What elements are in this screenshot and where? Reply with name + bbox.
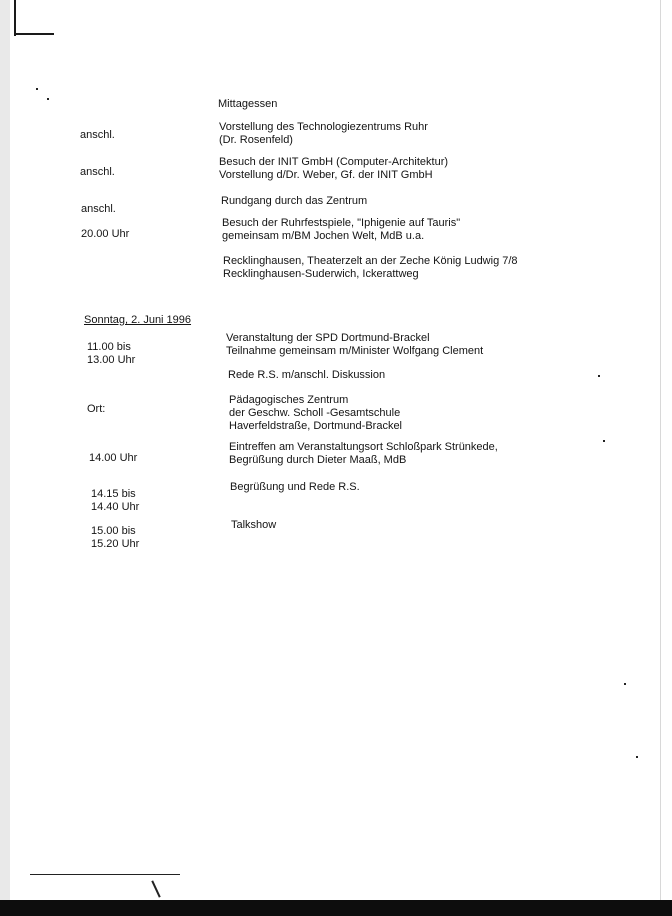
init-presentation: Vorstellung d/Dr. Weber, Gf. der INIT GmbH [219, 169, 433, 181]
scan-speck [636, 756, 638, 758]
tour-entry: Rundgang durch das Zentrum [221, 195, 368, 207]
tech-time-label: anschl. [80, 129, 115, 141]
time-slot-1 [87, 341, 135, 367]
scan-mark-vertical [14, 0, 16, 36]
festival-title: Besuch der Ruhrfestspiele, "Iphigenie auf Tauris" [222, 217, 461, 229]
spd-event-title: Veranstaltung der SPD Dortmund-Brackel [226, 332, 430, 344]
init-time-label: anschl. [80, 166, 115, 178]
talkshow-entry: Talkshow [231, 519, 277, 531]
speech-entry: Rede R.S. m/anschl. Diskussion [228, 369, 386, 381]
time-slot-4 [91, 525, 139, 551]
sunday-heading: Sonntag, 2. Juni 1996 [84, 314, 192, 326]
scan-mark-horizontal [30, 874, 180, 875]
location-label: Ort: [87, 403, 106, 415]
lunch-entry: Mittagessen [218, 98, 278, 110]
init-visit: Besuch der INIT GmbH (Computer-Architektur) [219, 156, 449, 168]
scan-edge-left [0, 0, 10, 916]
time-slot-4-to: 15.20 Uhr [91, 538, 140, 550]
festival-entry [222, 217, 460, 243]
scan-speck [624, 683, 626, 685]
arrival-entry [229, 441, 498, 467]
evening-time: 20.00 Uhr [81, 228, 130, 240]
tech-person: (Dr. Rosenfeld) [219, 134, 293, 146]
location-line-2: der Geschw. Scholl -Gesamtschule [229, 407, 401, 419]
scan-speck [47, 98, 49, 100]
arrival-line-2: Begrüßung durch Dieter Maaß, MdB [229, 454, 407, 466]
time-slot-3 [91, 488, 139, 514]
location-entry [229, 394, 402, 433]
tech-entry [219, 121, 428, 147]
init-entry [219, 156, 448, 182]
time-slot-3-from: 14.15 bis [91, 488, 136, 500]
location-line-3: Haverfeldstraße, Dortmund-Brackel [229, 420, 403, 432]
spd-event-entry [226, 332, 483, 358]
scan-speck [36, 88, 38, 90]
scan-mark-corner [14, 33, 54, 35]
tour-time-label: anschl. [81, 203, 116, 215]
scan-edge-bottom [0, 900, 672, 916]
time-slot-1-to: 13.00 Uhr [87, 354, 136, 366]
time-slot-2: 14.00 Uhr [89, 452, 138, 464]
scan-mark-diagonal [151, 880, 160, 897]
time-slot-1-from: 11.00 bis [87, 341, 131, 353]
scan-speck [603, 440, 605, 442]
venue-entry [223, 255, 518, 281]
arrival-line-1: Eintreffen am Veranstaltungsort Schloßpark Strünkede, [229, 441, 498, 453]
scan-speck [598, 375, 600, 377]
spd-event-participation: Teilnahme gemeinsam m/Minister Wolfgang Clement [226, 345, 484, 357]
venue-line-1: Recklinghausen, Theaterzelt an der Zeche König Ludwig 7/8 [223, 255, 518, 267]
welcome-entry: Begrüßung und Rede R.S. [230, 481, 360, 493]
scan-edge-right [660, 0, 661, 900]
time-slot-3-to: 14.40 Uhr [91, 501, 140, 513]
venue-line-2: Recklinghausen-Suderwich, Ickerattweg [223, 268, 419, 280]
tech-title: Vorstellung des Technologiezentrums Ruhr [219, 121, 428, 133]
location-line-1: Pädagogisches Zentrum [229, 394, 349, 406]
time-slot-4-from: 15.00 bis [91, 525, 136, 537]
festival-company: gemeinsam m/BM Jochen Welt, MdB u.a. [222, 230, 425, 242]
